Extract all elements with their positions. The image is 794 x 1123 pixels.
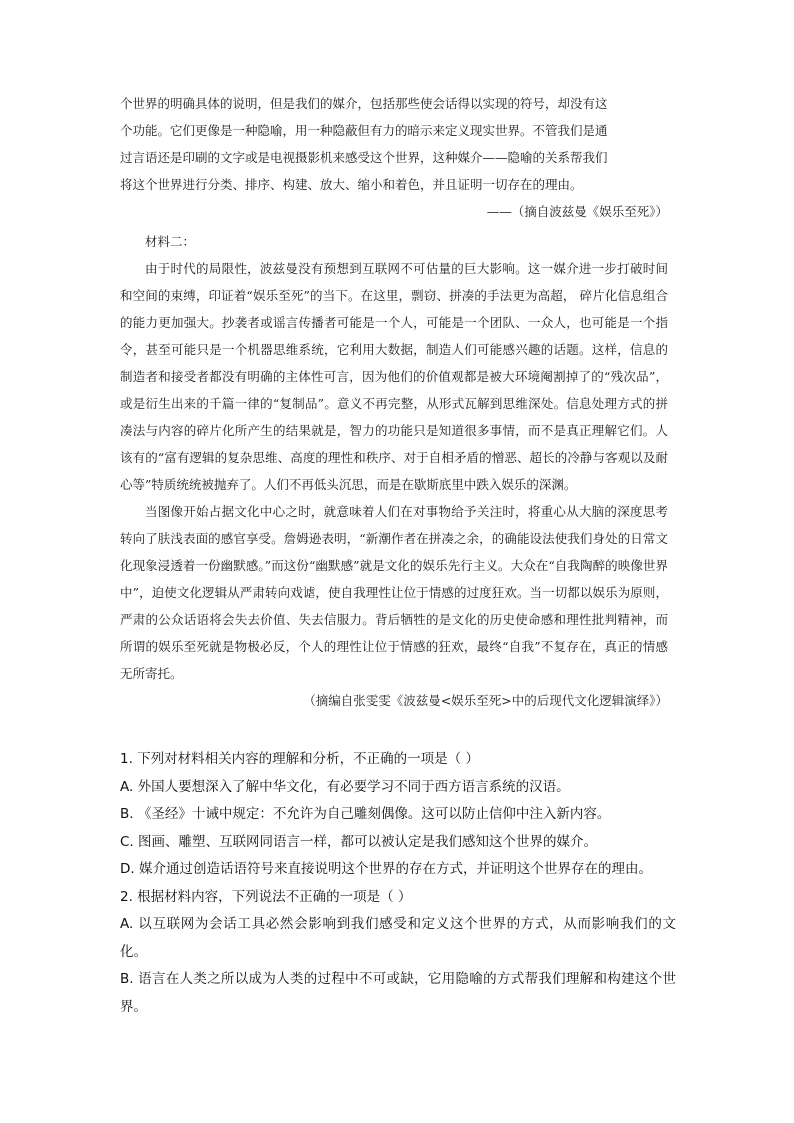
text-line: 个世界的明确具体的说明，但是我们的媒介，包括那些使会话得以实现的符号，却没有这: [120, 96, 608, 111]
paragraph: 由于时代的局限性，波兹曼没有预想到互联网不可估量的巨大影响。这一媒介进一步打破时间和空间的束缚，印证着“娱乐至死”的当下。在这里，剽窃、拼凑的手法更为高超， 碎片化信息组合的能力更加强大。抄袭者或谣言传播者可能是一个人，可能是一个团队、一众人，也可能是一个指令，甚至可能只是一个机器思维系统，它利用大数据，制造人们可能感兴趣的话题。这样，信息的制造者和接受者都没有明确的主体性可言，因为他们的价值观都是被大环境阉割掉了的“残次品”，或是衍生出来的千篇一律的“复制品”。意义不再完整，从形式瓦解到思维深处。信息处理方式的拼凑法与内容的碎片化所产生的结果就是，智力的功能只是知道很多事情，而不是真正理解它们。人该有的“富有逻辑的复杂思维、高度的理性和秩序、对于自相矛盾的憎恶、超长的冷静与客观以及耐心等”特质统统被抛弃了。人们不再低头沉思，而是在歇斯底里中跌入娱乐的深渊。: [120, 261, 668, 492]
source-citation: （摘编自张雯雯《波兹曼<娱乐至死>中的后现代文化逻辑演绎》）: [303, 693, 668, 708]
material-heading: 材料二：: [145, 234, 196, 249]
answer-option[interactable]: B. 语言在人类之所以成为人类的过程中不可或缺，它用隐喻的方式帮我们理解和构建这个世界。: [120, 971, 676, 1015]
question-stem: 2. 根据材料内容，下列说法不正确的一项是（ ）: [120, 888, 412, 905]
text-line: 过言语还是印刷的文字或是电视摄影机来感受这个世界，这种媒介——隐喻的关系帮我们: [120, 150, 608, 165]
answer-option[interactable]: B. 《圣经》十诫中规定：不允许为自己雕刻偶像。这可以防止信仰中注入新内容。: [120, 806, 611, 822]
answer-option[interactable]: C. 图画、雕塑、互联网同语言一样，都可以被认定是我们感知这个世界的媒介。: [120, 833, 598, 850]
paragraph: 当图像开始占据文化中心之时，就意味着人们在对事物给予关注时，将重心从大脑的深度思考转向了肤浅表面的感官享受。詹姆逊表明，“新潮作者在拼凑之余，的确能设法使我们身处的日常文化现象浸透着一份幽默感。”而这份“幽默感”就是文化的娱乐先行主义。大众在“自我陶醉的映像世界中”，迫使文化逻辑从严肃转向戏谑，使自我理性让位于情感的过度狂欢。当一切都以娱乐为原则，严肃的公众话语将会失去价值、失去信服力。背后牺牲的是文化的历史使命感和理性批判精神，而所谓的娱乐至死就是物极必反，个人的理性让位于情感的狂欢，最终“自我”不复存在，真正的情感无所寄托。: [120, 504, 668, 681]
source-citation: ——（摘自波兹曼《娱乐至死》）: [486, 204, 668, 219]
answer-option[interactable]: A. 外国人要想深入了解中华文化，有必要学习不同于西方语言系统的汉语。: [120, 778, 570, 795]
text-line: 将这个世界进行分类、排序、构建、放大、缩小和着色，并且证明一切存在的理由。: [120, 177, 583, 192]
material-two: [120, 228, 668, 714]
material-one-excerpt: [120, 90, 668, 225]
answer-option[interactable]: D. 媒介通过创造话语符号来直接说明这个世界的存在方式，并证明这个世界存在的理由。: [120, 861, 652, 877]
question-stem: 1. 下列对材料相关内容的理解和分析，不正确的一项是（ ）: [120, 751, 479, 767]
answer-option[interactable]: A. 以互联网为会话工具必然会影响到我们感受和定义这个世界的方式，从而影响我们的文化。: [120, 916, 676, 960]
question-list: [120, 746, 676, 1021]
text-line: 个功能。它们更像是一种隐喻，用一种隐蔽但有力的暗示来定义现实世界。不管我们是通: [120, 123, 608, 138]
